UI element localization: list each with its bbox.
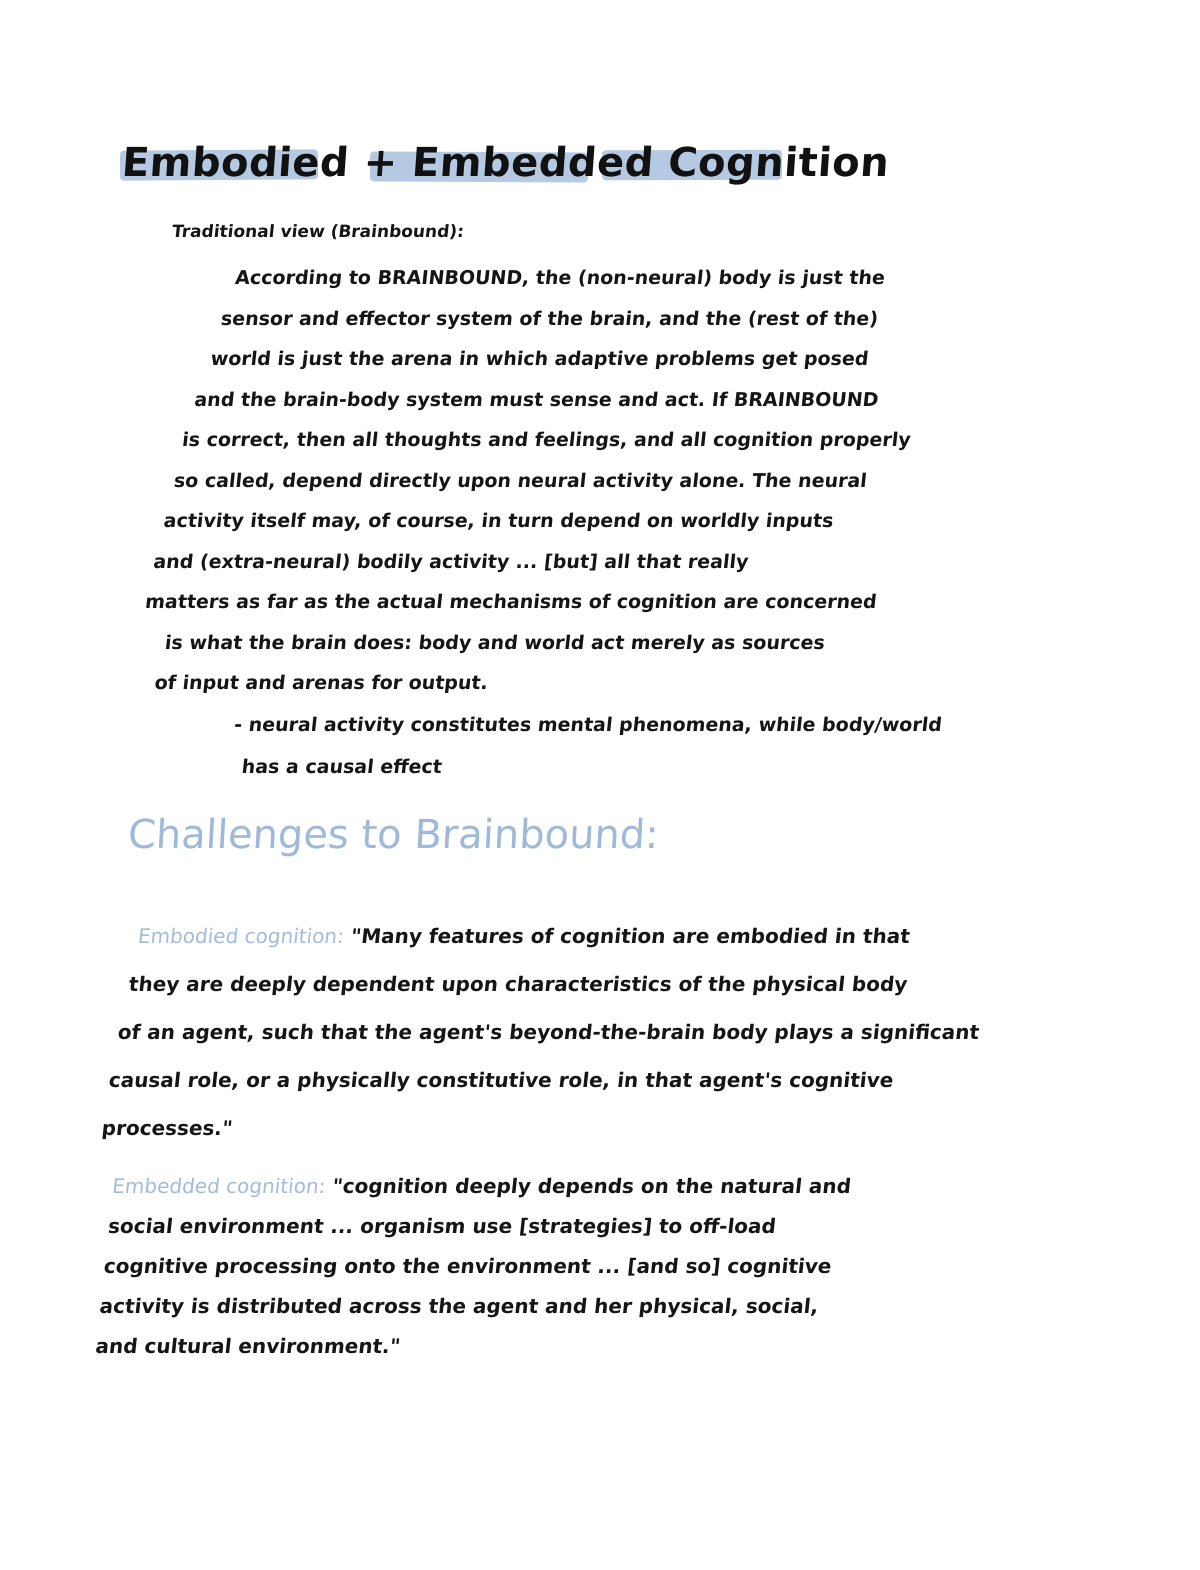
para-line: social environment ... organism use [strategies] to off-load [106,1214,778,1238]
quote-line: sensor and effector system of the brain, and the (rest of the) [219,307,880,330]
embodied-label: Embodied cognition: [136,924,346,948]
brainbound-quote [135,258,1012,704]
para-line [110,1166,1094,1206]
para-text: "Many features of cognition are embodied in that [349,924,912,948]
quote-line: is correct, then all thoughts and feelings, and all cognition properly [181,429,912,451]
quote-line: matters as far as the actual mechanisms of cognition are concerned [144,591,878,613]
page-title: Embodied + Embedded Cognition [120,140,891,186]
para-line: they are deeply dependent upon characteristics of the physical body [127,972,909,996]
quote-line: and (extra-neural) bodily activity ... [but] all that really [152,550,750,573]
para-line: causal role, or a physically constitutive role, in that agent's cognitive [107,1068,895,1092]
note-line: has a causal effect [240,756,444,778]
embodied-cognition-paragraph [99,912,1104,1152]
note-line: - neural activity constitutes mental phenomena, while body/world [233,714,944,736]
note-bullet [228,704,1087,788]
quote-line: and the brain-body system must sense and act. If BRAINBOUND [193,388,880,411]
para-line [120,912,1105,960]
para-text: "cognition deeply depends on the natural and [331,1174,853,1198]
challenges-heading: Challenges to Brainbound: [126,812,660,858]
quote-line: activity itself may, of course, in turn depend on worldly inputs [162,510,835,532]
quote-line: is what the brain does: body and world act merely as sources [163,631,827,654]
quote-line: of input and arenas for output. [153,672,490,694]
para-line: activity is distributed across the agent and her physical, social, [98,1294,820,1318]
traditional-view-heading: Traditional view (Brainbound): [170,222,465,242]
para-line: of an agent, such that the agent's beyond-the-brain body plays a significant [116,1020,981,1044]
para-line: processes." [100,1116,234,1140]
para-line: cognitive processing onto the environment ... [and so] cognitive [102,1254,833,1278]
quote-line: world is just the arena in which adaptive problems get posed [209,348,870,370]
embedded-cognition-paragraph [93,1166,1094,1366]
page-title-block [118,138,891,208]
embedded-label: Embedded cognition: [111,1174,327,1198]
para-line: and cultural environment." [94,1334,402,1358]
quote-line: According to BRAINBOUND, the (non-neural) body is just the [234,267,887,289]
quote-line: so called, depend directly upon neural activity alone. The neural [172,469,869,492]
